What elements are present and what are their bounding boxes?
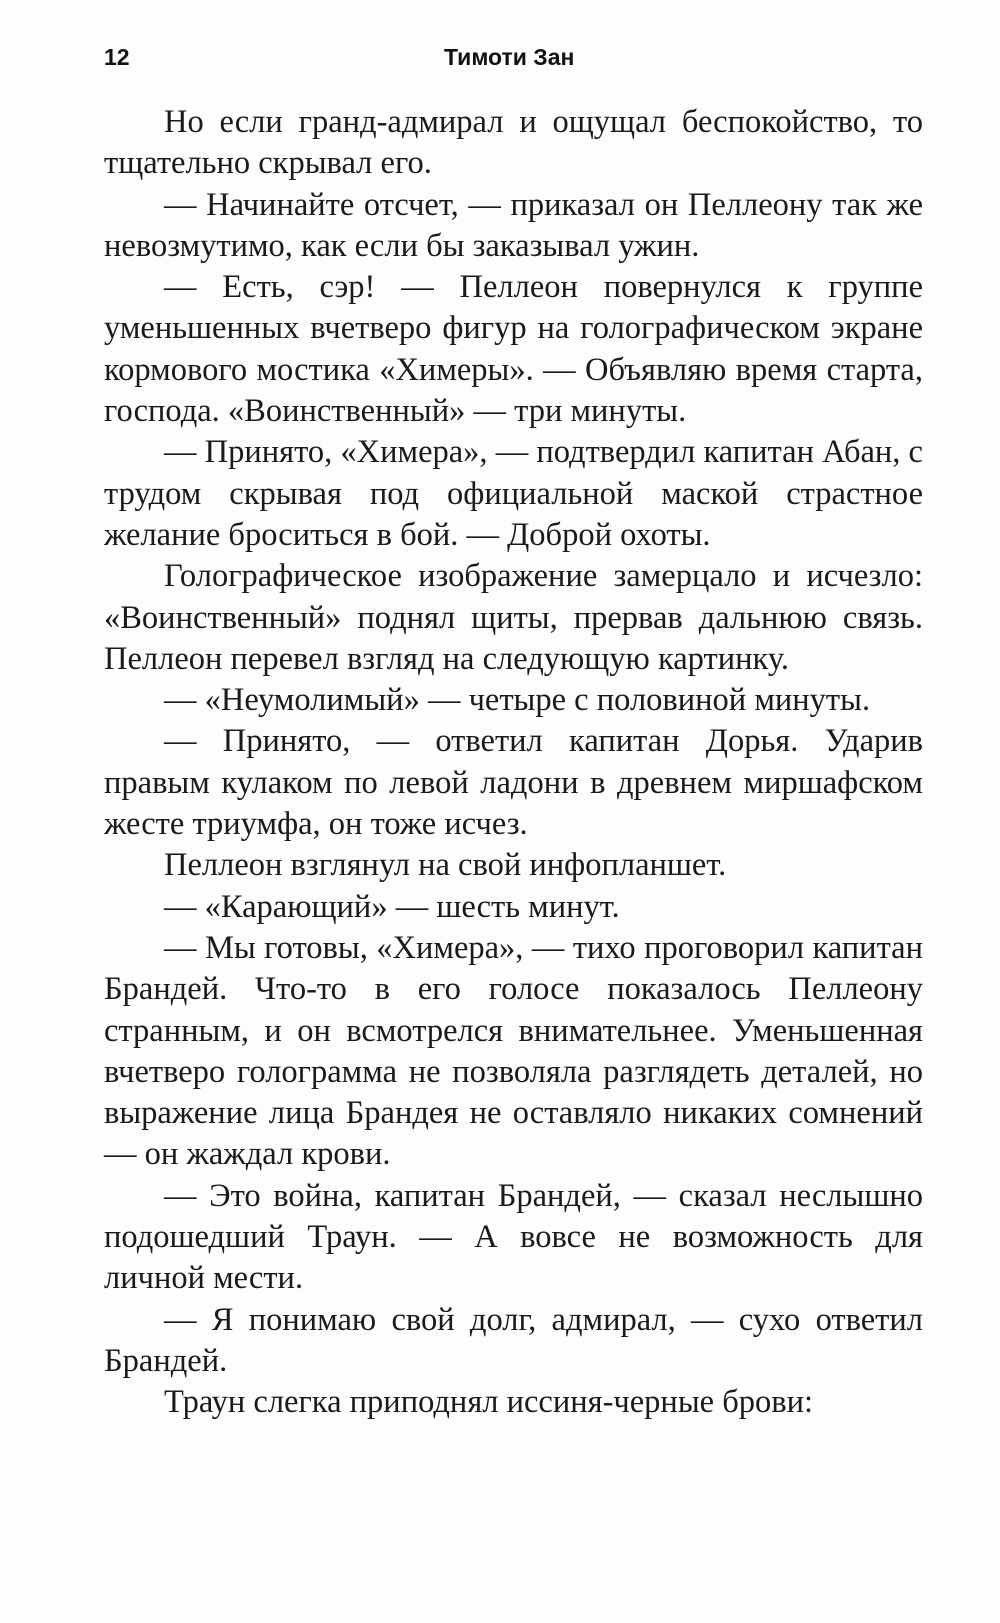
page-number: 12 — [104, 44, 130, 70]
paragraph: — Начинайте отсчет, — приказал он Пеллеону так же невозмутимо, как если бы заказывал ужин. — [104, 186, 923, 264]
paragraph: — Есть, сэр! — Пеллеон повернулся к группе уменьшенных вчетверо фигур на голографическом экране кормового мостика «Химеры». — Объявляю время старта, господа. «Воинственный» — три минуты. — [104, 269, 923, 430]
paragraph: — Мы готовы, «Химера», — тихо проговорил капитан Брандей. Что-то в его голосе показалось Пеллеону странным, и он всмотрелся внимательнее. Уменьшенная вчетверо голограмма не позволяла разглядеть деталей, но выражение лица Брандея не оставляло никаких сомнений — он жаждал крови. — [104, 929, 923, 1173]
paragraph: — «Карающий» — шесть минут. — [164, 888, 620, 925]
body-text — [104, 102, 923, 1424]
paragraph: Но если гранд-адмирал и ощущал беспокойство, то тщательно скрывал его. — [104, 104, 923, 182]
paragraph: — Принято, — ответил капитан Дорья. Ударив правым кулаком по левой ладони в древнем миршафском жесте триумфа, он тоже исчез. — [104, 723, 923, 843]
paragraph: Траун слегка приподнял иссиня-черные брови: — [164, 1384, 814, 1421]
paragraph: — «Неумолимый» — четыре с половиной минуты. — [164, 682, 871, 719]
running-head-author: Тимоти Зан — [444, 44, 575, 70]
page-header — [104, 44, 924, 74]
paragraph: — Принято, «Химера», — подтвердил капитан Абан, с трудом скрывая под официальной маской страстное желание броситься в бой. — Доброй охоты. — [104, 434, 923, 553]
paragraph: — Это война, капитан Брандей, — сказал неслышно подошедший Траун. — А вовсе не возможность для личной мести. — [104, 1177, 923, 1297]
paragraph: Пеллеон взглянул на свой инфопланшет. — [164, 847, 727, 884]
paragraph: — Я понимаю свой долг, адмирал, — сухо ответил Брандей. — [104, 1301, 923, 1379]
paragraph: Голографическое изображение замерцало и исчезло: «Воинственный» поднял щиты, прервав дальнюю связь. Пеллеон перевел взгляд на следующую картинку. — [104, 558, 923, 677]
